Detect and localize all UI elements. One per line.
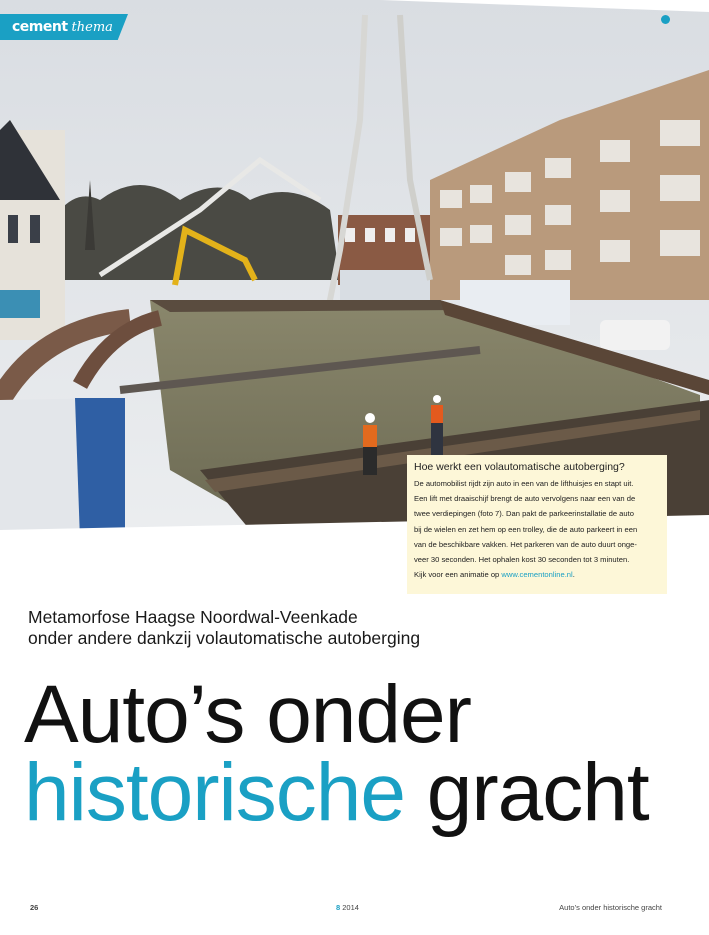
headline-rest: gracht <box>404 747 649 838</box>
info-box <box>407 455 667 594</box>
info-box-line: Een lift met draaischijf brengt de auto vervolgens naar een van de <box>414 494 636 504</box>
running-title: Auto’s onder historische gracht <box>559 903 662 912</box>
info-box-line: van de beschikbare vakken. Het parkeren van de auto duurt onge- <box>414 539 637 549</box>
cementonline-link[interactable]: www.cementonline.nl <box>501 570 573 580</box>
corner-marker-icon <box>661 15 670 24</box>
info-box-line: De automobilist rijdt zijn auto in een van de lifthuisjes en stapt uit. <box>414 479 634 488</box>
info-box-link-suffix: . <box>572 570 575 580</box>
headline-line-2 <box>24 747 704 838</box>
info-box-body <box>414 476 660 582</box>
headline-highlight: historische <box>24 747 405 838</box>
article-subtitle <box>28 607 548 649</box>
subtitle-line: onder andere dankzij volautomatische autoberging <box>28 628 421 648</box>
issue-year: 2014 <box>342 903 359 912</box>
info-box-link-line <box>414 567 660 582</box>
headline-line-1: Auto’s onder <box>24 669 471 760</box>
subtitle-line: Metamorfose Haagse Noordwal-Veenkade <box>28 607 358 627</box>
issue-number: 8 <box>336 903 341 912</box>
article-headline <box>24 669 704 838</box>
info-box-link-prefix: Kijk voor een animatie op <box>414 570 502 580</box>
info-box-line: twee verdiepingen (foto 7). Dan pakt de parkeerinstallatie de auto <box>414 509 634 519</box>
info-box-line: bij de wielen en zet hem op een trolley, die de auto parkeert in een <box>414 524 638 534</box>
section-tag-label: thema <box>71 19 113 35</box>
info-box-line: veer 30 seconden. Het ophalen kost 30 seconden tot 3 minuten. <box>414 555 630 565</box>
info-box-title: Hoe werkt een volautomatische autoberging? <box>414 461 625 473</box>
issue-label <box>336 903 359 912</box>
page-number: 26 <box>30 903 39 912</box>
brand-logo: cement <box>12 19 68 35</box>
page-footer <box>0 903 709 917</box>
section-tag <box>0 14 113 40</box>
